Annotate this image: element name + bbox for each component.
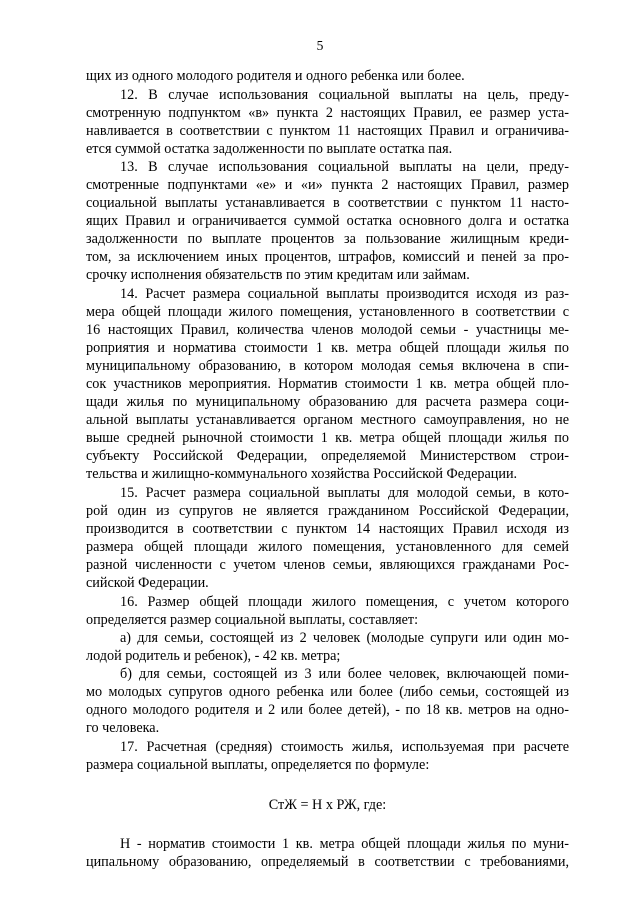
text-line: альной выплаты устанавливается органом местного самоуправления, но не	[86, 412, 569, 428]
text-line: выше средней рыночной стоимости 1 кв. метра общей площади жилья по	[86, 430, 569, 446]
paragraph-12-line: 12. В случае использования социальной выплаты на цель, преду-	[120, 87, 569, 103]
text-line: размера социальной выплаты, определяется по формуле:	[86, 757, 430, 773]
paragraph-17-line: 17. Расчетная (средняя) стоимость жилья, используемая при расчете	[120, 739, 569, 755]
paragraph-13-line: 13. В случае использования социальной выплаты на цели, преду-	[120, 159, 569, 175]
text-line: муниципальному образованию, в котором молодая семья включена в спи-	[86, 358, 569, 374]
text-line: рой один из супругов не является гражданином Российской Федерации,	[86, 503, 569, 519]
text-line: срочку исполнения обязательств по этим кредитам или займам.	[86, 267, 470, 283]
text-line: определяется размер социальной выплаты, составляет:	[86, 612, 419, 628]
text-line: го человека.	[86, 720, 160, 736]
text-line: том, за исключением иных процентов, штрафов, комиссий и пеней за про-	[86, 249, 569, 265]
formula: СтЖ = Н х РЖ, где:	[268, 797, 387, 813]
text-line: тельства и жилищно-коммунального хозяйства Российской Федерации.	[86, 466, 518, 482]
text-line: роприятия и норматива стоимости 1 кв. метра общей площади жилья по	[86, 340, 569, 356]
paragraph-15-line: 15. Расчет размера социальной выплаты для молодой семьи, в кото-	[120, 485, 569, 501]
text-line: смотренную подпунктом «в» пункта 2 настоящих Правил, ее размер уста-	[86, 105, 569, 121]
text-line: размера общей площади жилого помещения, установленного для семей	[86, 539, 569, 555]
paragraph-16-line: 16. Размер общей площади жилого помещения, с учетом которого	[120, 594, 569, 610]
text-line: производится в соответствии с пунктом 14 настоящих Правил исходя из	[86, 521, 569, 537]
text-line: 16 настоящих Правил, количества членов молодой семьи - участницы ме-	[86, 322, 569, 338]
text-line: субъекту Российской Федерации, определяемой Министерством строи-	[86, 448, 569, 464]
text-line: задолженности по выплате процентов за пользование жилищным креди-	[86, 231, 569, 247]
text-line: социальной выплаты устанавливается в соответствии с пунктом 11 насто-	[86, 195, 569, 211]
subitem-b-line: б) для семьи, состоящей из 3 или более человек, включающей поми-	[120, 666, 569, 682]
text-line: ящих Правил и ограничивается суммой остатка основного долга и остатка	[86, 213, 569, 229]
text-line: одного молодого родителя и 2 или более детей), - по 18 кв. метров на одно-	[86, 702, 569, 718]
text-line: навливается в соответствии с пунктом 11 настоящих Правил и ограничива-	[86, 123, 569, 139]
text-line: ется суммой остатка задолженности по выплате остатка пая.	[86, 141, 453, 157]
text-line: мера общей площади жилого помещения, установленного в соответствии с	[86, 304, 569, 320]
text-line: сок участников мероприятия. Норматив стоимости 1 кв. метра общей пло-	[86, 376, 569, 392]
subitem-a-line: а) для семьи, состоящей из 2 человек (молодые супруги или один мо-	[120, 630, 569, 646]
text-line: лодой родитель и ребенок), - 42 кв. метра;	[86, 648, 341, 664]
page-number: 5	[316, 38, 324, 53]
definition-line: Н - норматив стоимости 1 кв. метра общей площади жилья по муни-	[120, 836, 569, 852]
paragraph-14-line: 14. Расчет размера социальной выплаты производится исходя из раз-	[120, 286, 569, 302]
text-line: мо молодых супругов одного ребенка или более (либо семьи, состоящей из	[86, 684, 569, 700]
text-line: щих из одного молодого родителя и одного ребенка или более.	[86, 68, 465, 84]
text-line: смотренные подпунктами «е» и «и» пункта 2 настоящих Правил, размер	[86, 177, 569, 193]
text-line: разной численности с учетом членов семьи, являющихся гражданами Рос-	[86, 557, 569, 573]
text-line: ципальному образованию, определяемый в соответствии с требованиями,	[86, 854, 569, 870]
text-line: сийской Федерации.	[86, 575, 209, 591]
text-line: щади жилья по муниципальному образованию для расчета размера соци-	[86, 394, 569, 410]
